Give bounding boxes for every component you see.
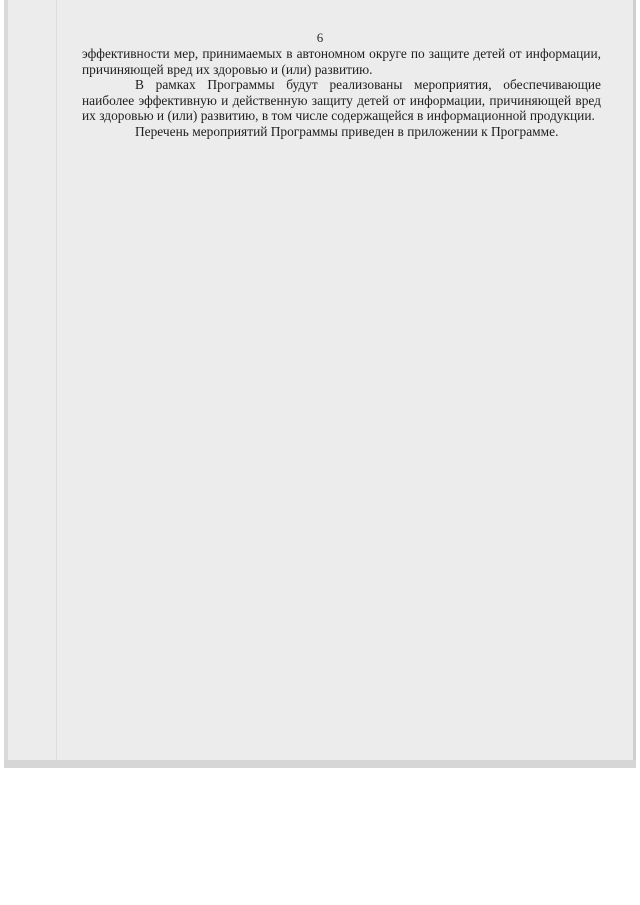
paragraph-continuation: эффективности мер, принимаемых в автономном округе по защите детей от информации, причиняющей вред их здоровью и (или) развитию. <box>82 46 601 77</box>
paragraph-program-measures: В рамках Программы будут реализованы мероприятия, обеспечивающие наиболее эффективную и действенную защиту детей от информации, причиняющей вред их здоровью и (или) развитию, в том числе содержащейся в информационной продукции. <box>82 77 601 124</box>
scan-bottom-edge <box>4 760 636 768</box>
page-number: 6 <box>316 30 324 45</box>
paragraph-appendix-reference: Перечень мероприятий Программы приведен в приложении к Программе. <box>135 123 559 139</box>
scan-right-edge <box>633 0 636 768</box>
scan-fold-line <box>56 0 57 760</box>
document-body <box>82 46 601 140</box>
scan-left-edge <box>4 0 8 768</box>
scanned-sheet <box>4 0 636 768</box>
